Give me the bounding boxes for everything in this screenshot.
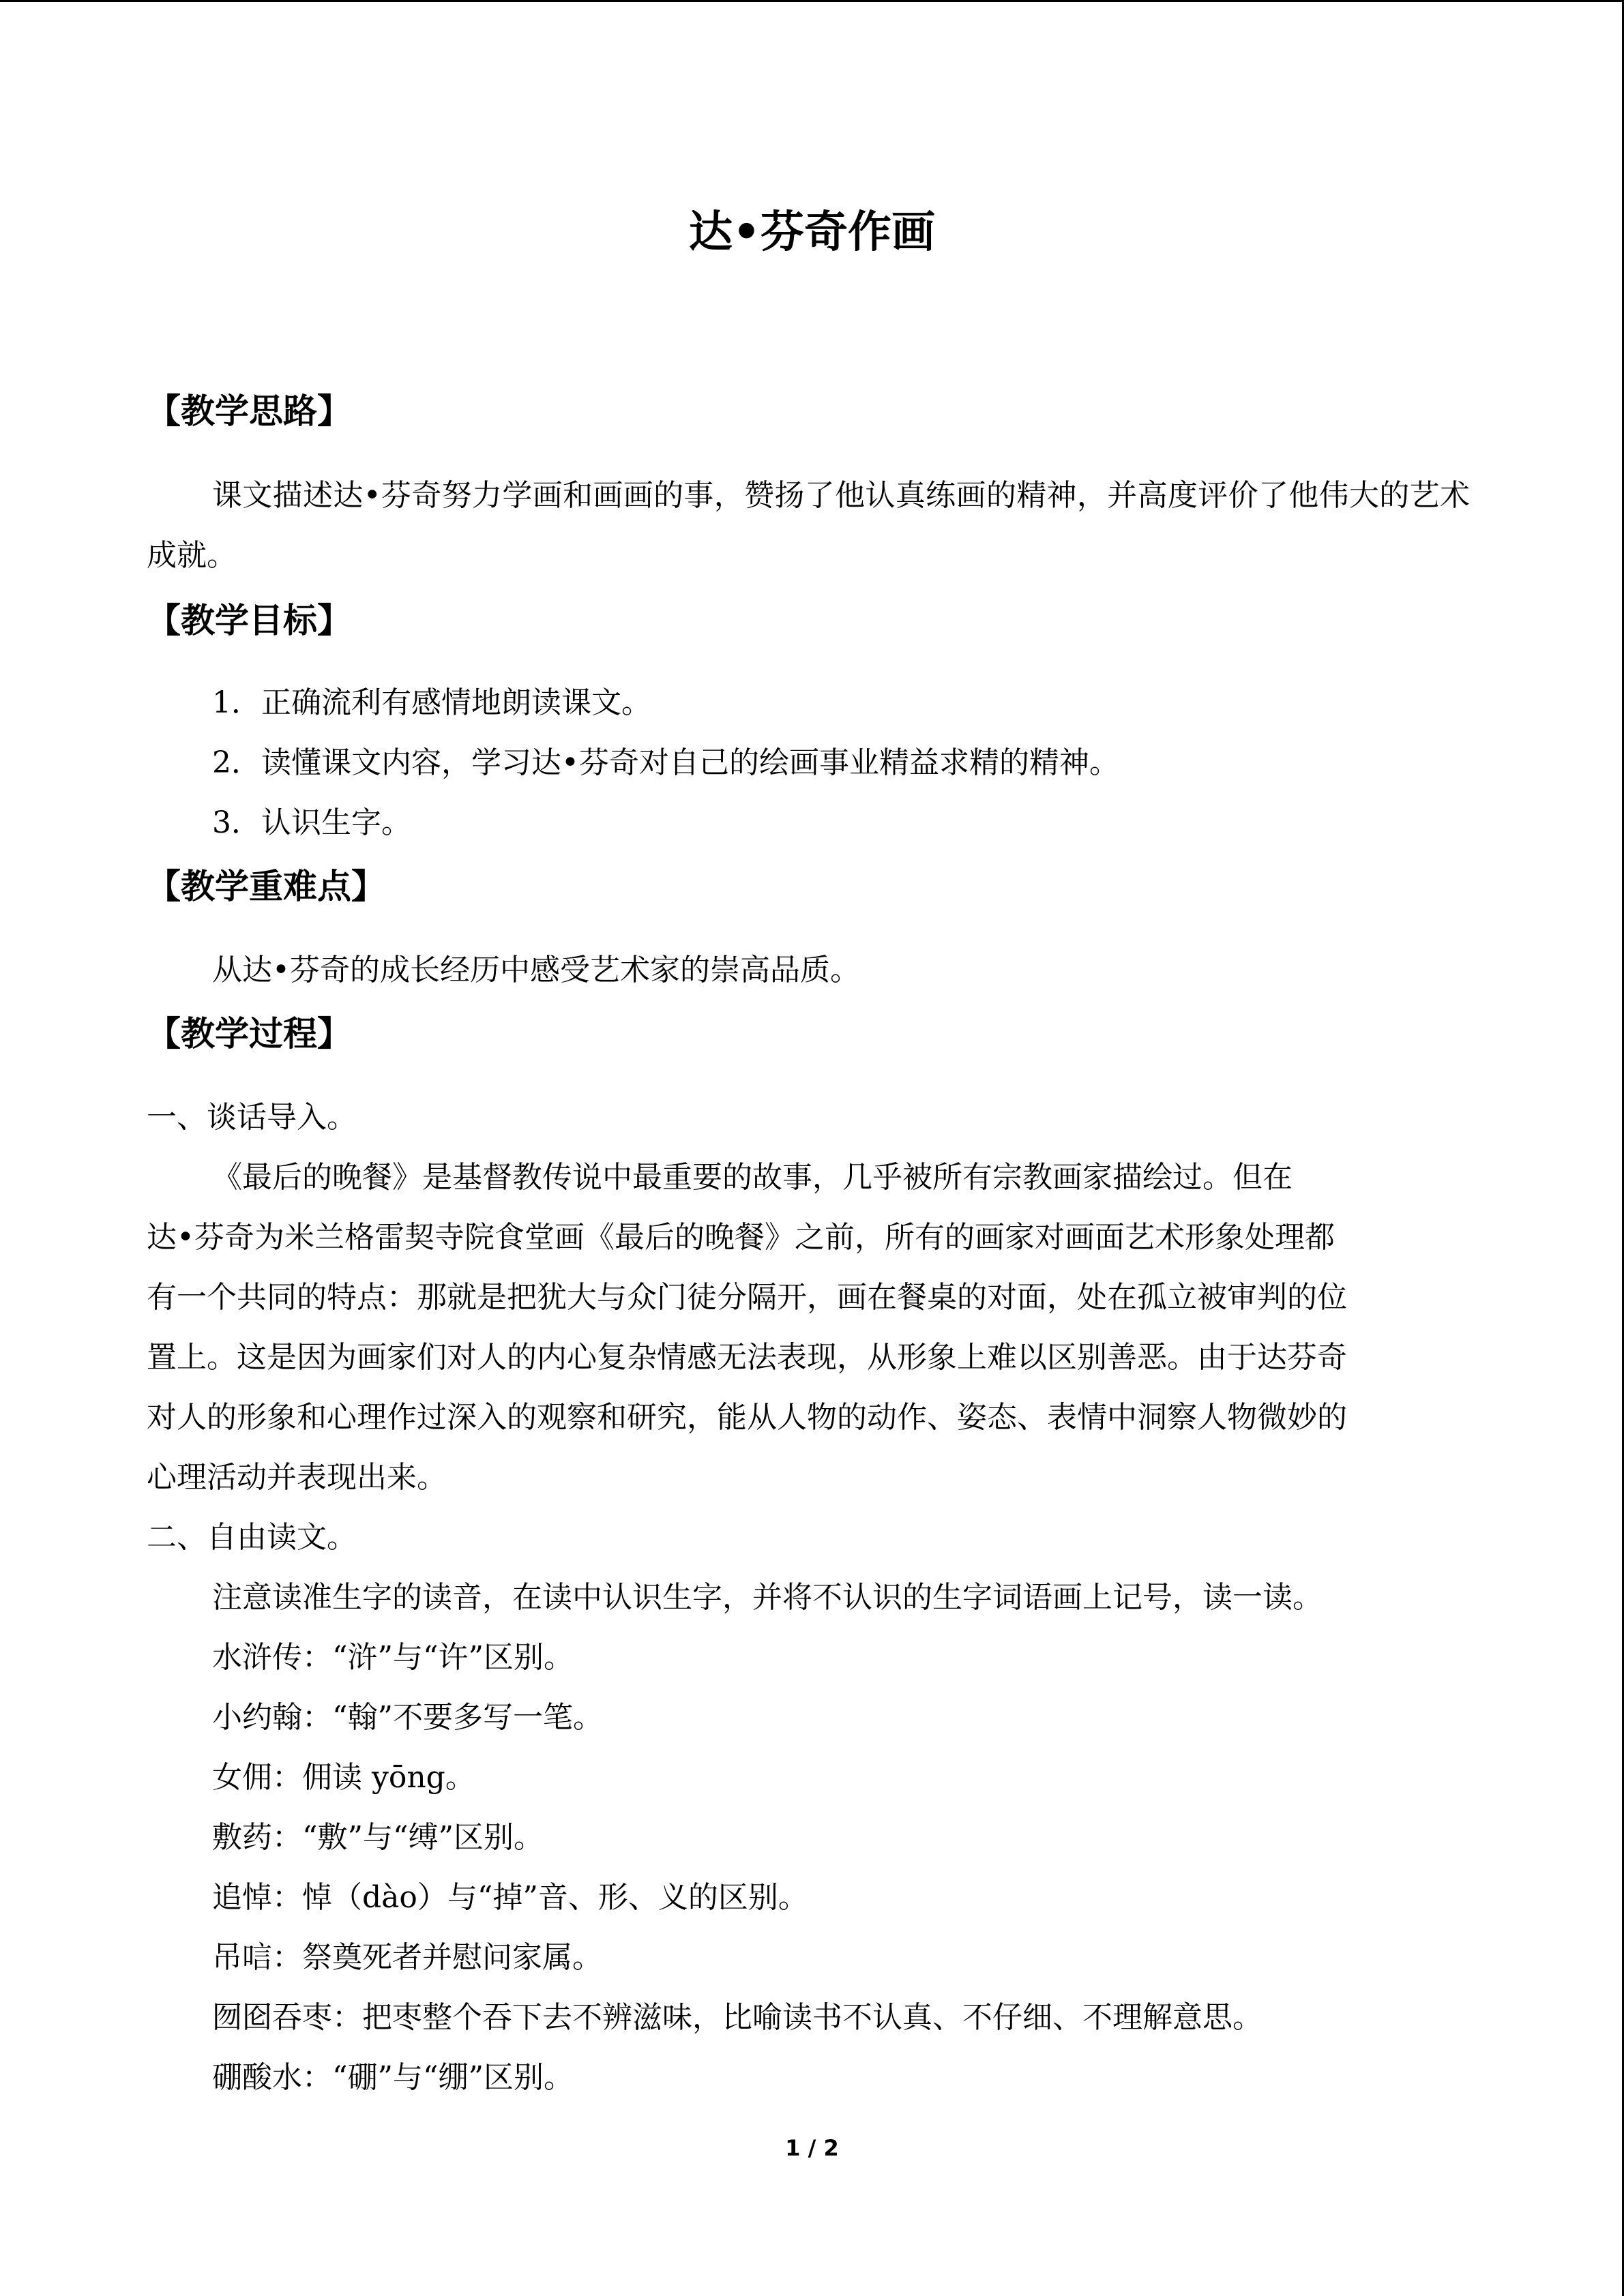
step1-line-2: 达•芬奇为米兰格雷契寺院食堂画《最后的晚餐》之前，所有的画家对画面艺术形象处理都	[147, 1220, 1335, 1255]
step1-title: 一、谈话导入。	[147, 1100, 357, 1135]
step1-line-5: 对人的形象和心理作过深入的观察和研究，能从人物的动作、姿态、表情中洞察人物微妙的	[147, 1400, 1347, 1435]
step2-line-8: 囫囵吞枣：把枣整个吞下去不辨滋味，比喻读书不认真、不仔细、不理解意思。	[212, 2000, 1263, 2035]
section-heading-keypoints: 【教学重难点】	[147, 867, 385, 906]
keypoints-paragraph: 从达•芬奇的成长经历中感受艺术家的崇高品质。	[212, 953, 860, 987]
step2-line-1: 注意读准生字的读音，在读中认识生字，并将不认识的生字词语画上记号，读一读。	[212, 1580, 1323, 1615]
step1-line-1: 《最后的晚餐》是基督教传说中最重要的故事，几乎被所有宗教画家描绘过。但在	[212, 1160, 1293, 1195]
section-heading-process: 【教学过程】	[147, 1014, 351, 1054]
goal-item-2: 2．读懂课文内容，学习达•芬奇对自己的绘画事业精益求精的精神。	[212, 745, 1119, 780]
goal-item-3: 3．认识生字。	[212, 805, 411, 840]
step2-line-7: 吊唁：祭奠死者并慰问家属。	[212, 1940, 602, 1975]
section-heading-goals: 【教学目标】	[147, 601, 351, 640]
page-title: 达•芬奇作画	[689, 207, 935, 258]
step1-line-4: 置上。这是因为画家们对人的内心复杂情感无法表现，从形象上难以区别善恶。由于达芬奇	[147, 1340, 1347, 1375]
page-number: 1 / 2	[785, 2135, 839, 2161]
step2-line-9: 硼酸水：“硼”与“绷”区别。	[212, 2060, 574, 2095]
step2-line-4: 女佣：佣读 yōng。	[212, 1760, 475, 1795]
step1-line-3: 有一个共同的特点：那就是把犹大与众门徒分隔开，画在餐桌的对面，处在孤立被审判的位	[147, 1280, 1347, 1315]
goal-item-1: 1．正确流利有感情地朗读课文。	[212, 685, 651, 720]
step2-line-6: 追悼：悼（dào）与“掉”音、形、义的区别。	[212, 1880, 808, 1915]
step1-line-6: 心理活动并表现出来。	[147, 1460, 447, 1495]
step2-title: 二、自由读文。	[147, 1520, 357, 1555]
step2-line-3: 小约翰：“翰”不要多写一笔。	[212, 1700, 603, 1735]
approach-paragraph: 课文描述达•芬奇努力学画和画画的事，赞扬了他认真练画的精神，并高度评价了他伟大的艺术成就。	[147, 478, 1470, 573]
step2-line-2: 水浒传：“浒”与“许”区别。	[212, 1640, 574, 1675]
step2-line-5: 敷药：“敷”与“缚”区别。	[212, 1820, 544, 1855]
section-heading-approach: 【教学思路】	[147, 391, 351, 431]
